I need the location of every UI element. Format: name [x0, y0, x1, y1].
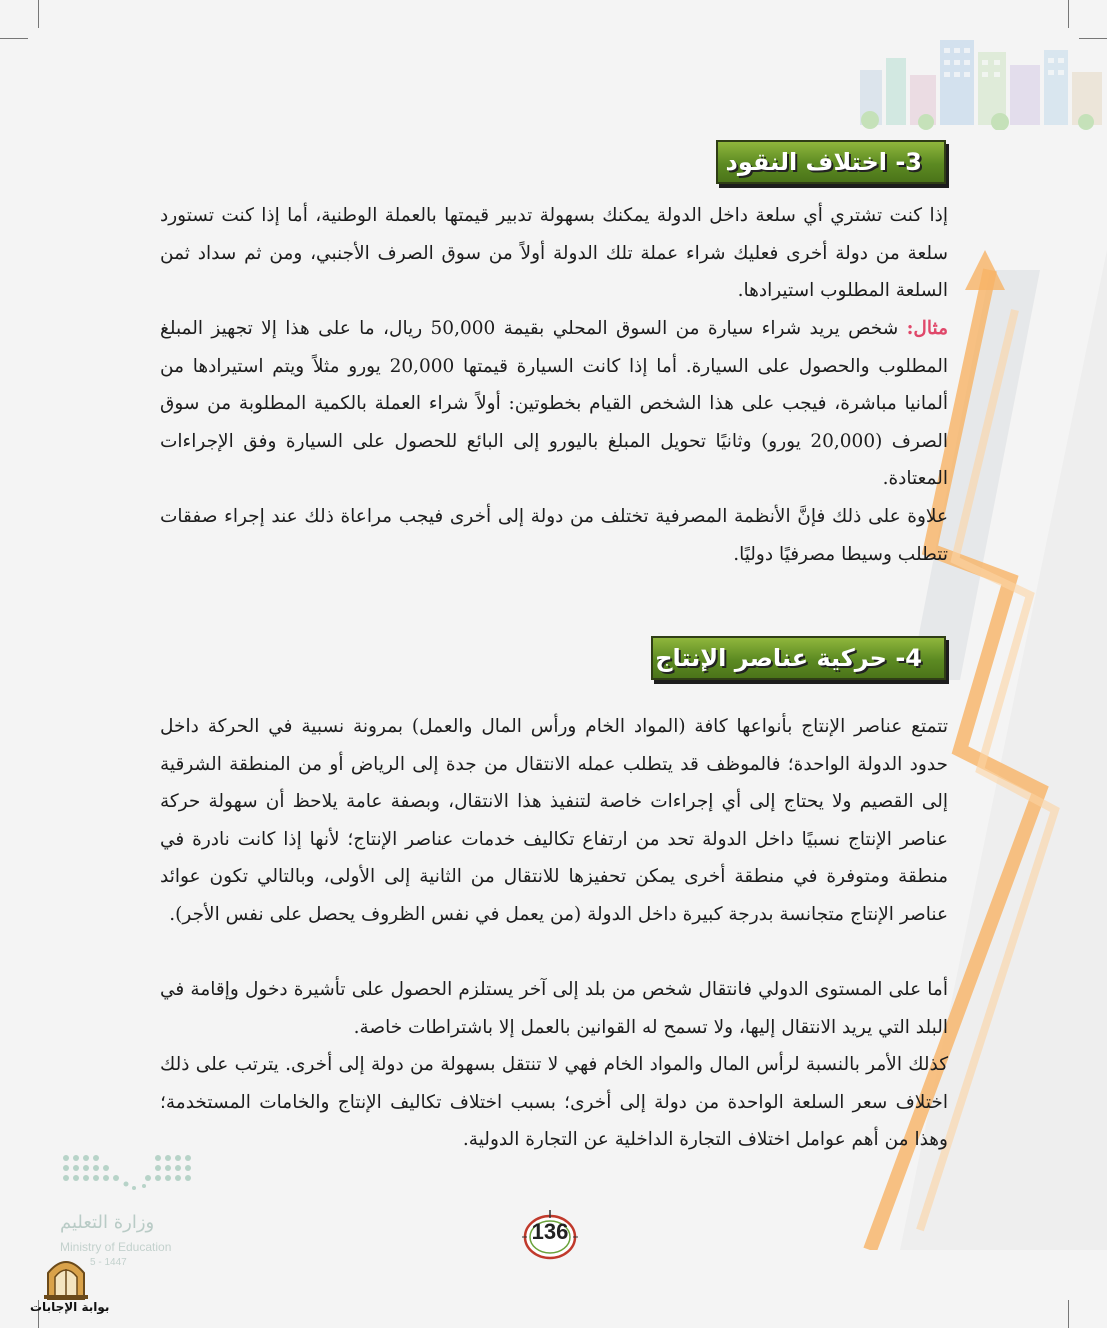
paragraph-currency-intro: إذا كنت تشتري أي سلعة داخل الدولة يمكنك بسهولة تدبير قيمتها بالعملة الوطنية، أما إذا كنت تستورد سلعة من دولة أخرى فعليك شراء عملة تلك الدولة أولاً من سوق الصرف الأجنبي، ومن ثم سداد ثمن السلعة المطلوب استيرادها.: [160, 205, 948, 301]
section-heading-factors-mobility: 4- حركية عناصر الإنتاج: [651, 636, 946, 680]
paragraph-banking-systems: علاوة على ذلك فإنَّ الأنظمة المصرفية تختلف من دولة إلى أخرى فيجب مراعاة ذلك عند إجراء صفقات تتطلب وسيطا مصرفيًا دوليًا.: [160, 506, 948, 565]
crop-mark-top-left-h: [0, 38, 28, 39]
ministry-logo-dots-icon: [58, 1150, 203, 1205]
crop-mark-top-right: [1068, 0, 1069, 28]
edition-year: 5 - 1447: [90, 1257, 127, 1268]
ministry-name-english: Ministry of Education: [60, 1240, 172, 1254]
page-number: 136: [531, 1219, 569, 1244]
section-heading-currency-difference: 3- اختلاف النقود: [716, 140, 946, 184]
ministry-name-arabic: وزارة التعليم: [60, 1212, 155, 1233]
example-label: مثال:: [906, 318, 948, 339]
city-skyline-illustration: [850, 30, 1107, 130]
paragraph-factors-mobility: تتمتع عناصر الإنتاج بأنواعها كافة (المواد الخام ورأس المال والعمل) بمرونة نسبية في الحركة داخل حدود الدولة الواحدة؛ فالموظف قد يتطلب عمله الانتقال من جدة إلى الرياض أو من المنطقة الشرقية إلى القصيم ولا يحتاج إلى أي إجراءات خاصة لتنفيذ هذا الانتقال، وبصفة عامة يلاحظ أن سهولة حركة عناصر الإنتاج نسبيًا داخل الدولة تحد من ارتفاع تكاليف خدمات عناصر الإنتاج؛ لأنها إذا كانت نادرة في منطقة ومتوفرة في منطقة أخرى يمكن تحفيزها للانتقال من الثانية إلى الأولى، وبالتالي تكون عوائد عناصر الإنتاج متجانسة بدرجة كبيرة داخل الدولة (من يعمل في نفس الظروف يحصل على نفس الأجر).: [160, 716, 948, 925]
example-text: شخص يريد شراء سيارة من السوق المحلي بقيمة 50,000 ريال، ما على هذا إلا تجهيز المبلغ المطلوب والحصول على السيارة. أما إذا كانت السيارة قيمتها 20,000 يورو مثلاً ويتم استيرادها من ألمانيا مباشرة، فيجب على هذا الشخص القيام بخطوتين: أولاً شراء العملة بالكمية المطلوبة من سوق الصرف (20,000 يورو) وثانيًا تحويل المبلغ باليورو إلى البائع للحصول على السيارة وفق الإجراءات المعتادة.: [160, 318, 948, 489]
paragraph-international-level: أما على المستوى الدولي فانتقال شخص من بلد إلى آخر يستلزم الحصول على تأشيرة دخول وإقامة في البلد التي يريد الانتقال إليها، ولا تسمح له القوانين بالعمل إلا باشتراطات خاصة.: [160, 979, 948, 1038]
crop-mark-bottom-right: [1068, 1300, 1069, 1328]
paragraph-capital-raw-materials: كذلك الأمر بالنسبة لرأس المال والمواد الخام فهي لا تنتقل بسهولة من دولة إلى أخرى. يترتب على ذلك اختلاف سعر السلعة الواحدة من دولة إلى أخرى؛ بسبب اختلاف تكاليف الإنتاج والخامات المستخدمة؛ وهذا من أهم عوامل اختلاف التجارة الداخلية عن التجارة الدولية.: [160, 1054, 948, 1150]
crop-mark-top-left: [38, 0, 39, 28]
site-name: بوابة الإجابات: [30, 1300, 110, 1314]
paragraph-example: [160, 310, 948, 498]
site-logo-icon: [36, 1255, 96, 1300]
